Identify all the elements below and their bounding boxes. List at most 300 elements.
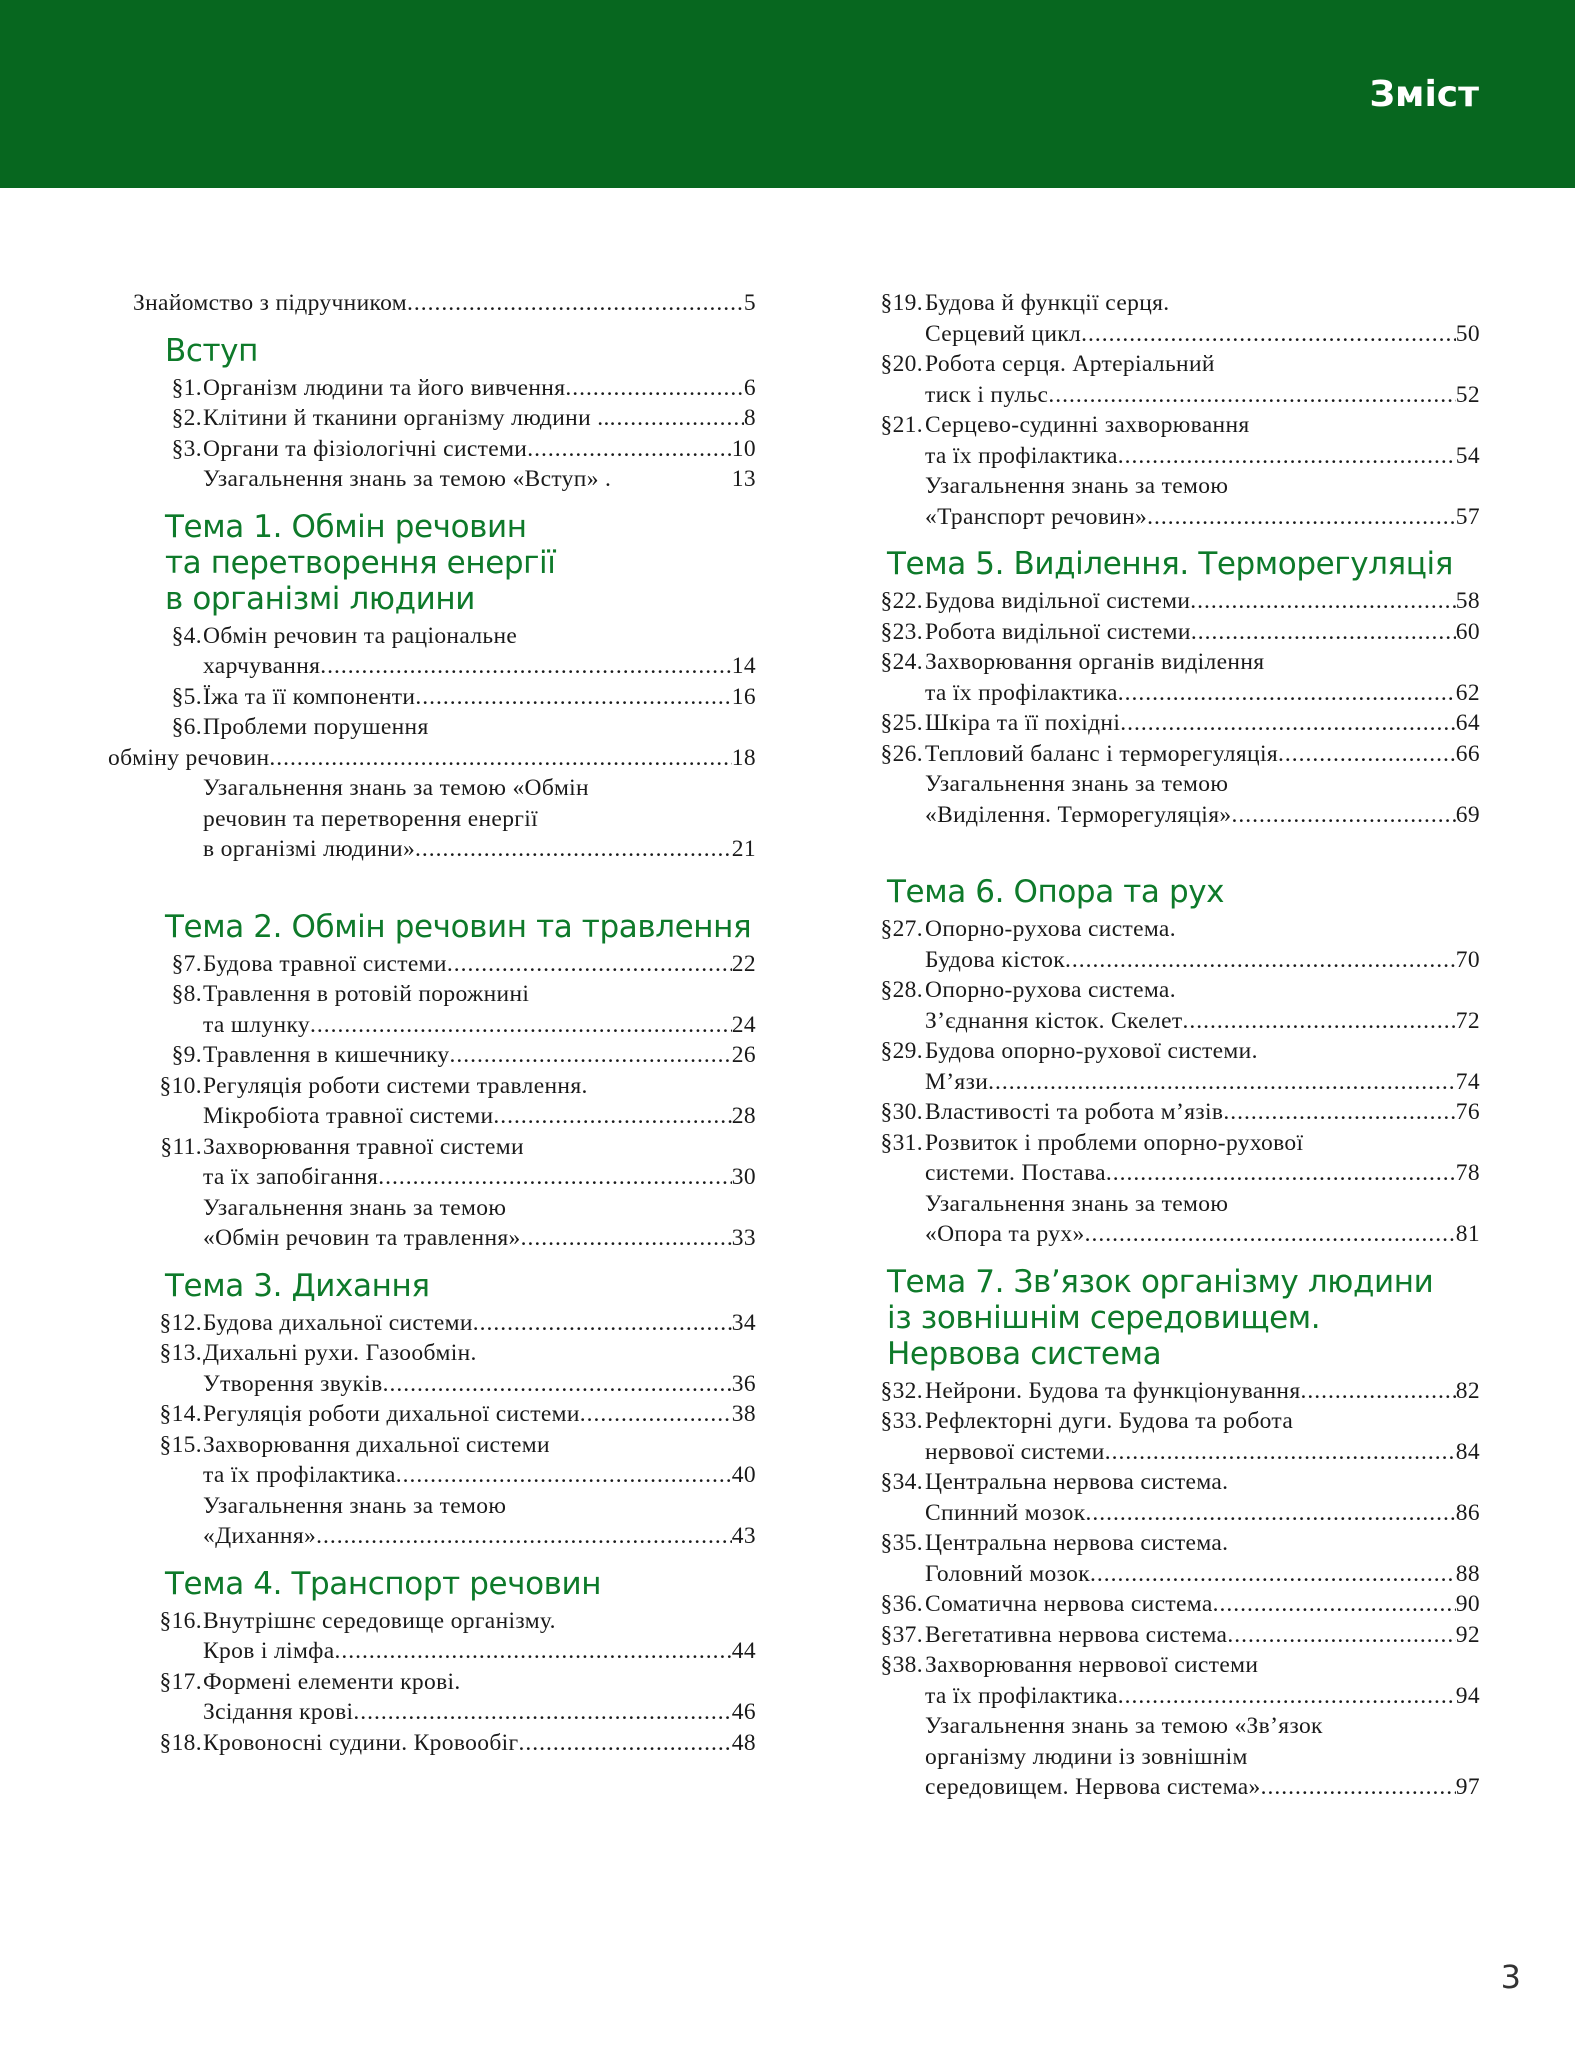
entry-title: «Дихання» [203, 1523, 317, 1549]
toc-entry [118, 434, 756, 465]
toc-line [845, 1772, 1480, 1803]
dot-leader [1223, 1097, 1455, 1128]
section-heading-line: Тема 7. Зв’язок організму людини [887, 1263, 1434, 1300]
section-number: §13. [159, 1340, 202, 1366]
toc-entry [118, 464, 756, 495]
dot-leader [320, 651, 732, 682]
page-ref: 66 [1455, 740, 1480, 767]
page-ref: 86 [1455, 1499, 1480, 1526]
dot-leader [1118, 678, 1456, 709]
entry-title: Робота серця. Артеріальний [925, 351, 1215, 377]
section-number: §17. [159, 1668, 202, 1695]
dot-leader [415, 834, 732, 865]
toc-line [845, 1189, 1480, 1220]
page-ref: 74 [1455, 1068, 1480, 1095]
toc-entry [118, 1430, 756, 1491]
section-number: §31. [880, 1129, 923, 1156]
toc-line [845, 586, 1480, 617]
section-number: §20. [880, 351, 923, 377]
toc-entry [108, 712, 756, 773]
toc-entry [845, 914, 1480, 975]
page-number: 3 [1500, 1958, 1521, 1996]
toc-entry [845, 1036, 1480, 1097]
section-number: §38. [880, 1652, 923, 1678]
toc-entry [845, 471, 1480, 532]
toc-line [845, 1620, 1480, 1651]
dot-leader [310, 1010, 732, 1041]
toc-line [845, 410, 1480, 441]
entry-title: Формені елементи крові. [203, 1668, 461, 1695]
entry-title: Шкіра та її похідні [925, 710, 1121, 736]
dot-leader [1086, 1498, 1456, 1529]
page-ref: 21 [731, 836, 756, 862]
entry-title: Кров і лімфа [203, 1638, 335, 1664]
section-heading-line: Тема 3. Дихання [165, 1267, 430, 1304]
page-ref: 78 [1455, 1160, 1480, 1186]
section-number: §5. [171, 683, 202, 710]
section-heading [118, 1566, 756, 1602]
page-ref: 38 [731, 1401, 756, 1427]
section-heading-line: Тема 1. Обмін речовин [165, 508, 527, 545]
section-number: §14. [159, 1401, 202, 1427]
toc-line [118, 979, 756, 1010]
dot-leader [1191, 617, 1456, 648]
entry-title: та їх профілактика [925, 679, 1118, 706]
toc-line [845, 1650, 1480, 1681]
section-number: §3. [171, 435, 202, 462]
toc-entry [118, 949, 756, 980]
toc-line [845, 647, 1480, 678]
toc-line [118, 651, 756, 682]
toc-line [845, 441, 1480, 472]
page-ref: 28 [731, 1103, 756, 1129]
entry-title: Утворення звуків [203, 1370, 383, 1397]
toc-line [118, 1491, 756, 1522]
section-number: §9. [171, 1042, 202, 1068]
toc-line [845, 975, 1480, 1006]
entry-title: Проблеми порушення [203, 714, 429, 740]
entry-title: в організмі людини» [203, 836, 416, 862]
toc-entry [118, 682, 756, 713]
toc-line [118, 1430, 756, 1461]
page-ref: 97 [1455, 1774, 1480, 1800]
toc-line [118, 682, 756, 713]
entry-title: Властивості та робота м’язів [925, 1099, 1224, 1125]
entry-title: Центральна нервова система. [925, 1530, 1229, 1556]
entry-title: Регуляція роботи системи травлення. [203, 1072, 588, 1099]
toc-entry [118, 1399, 756, 1430]
section-number: §35. [880, 1530, 923, 1556]
page-ref: 43 [731, 1523, 756, 1549]
section-number: §32. [880, 1377, 923, 1404]
page-ref: 72 [1455, 1007, 1480, 1034]
entry-title: Узагальнення знань за темою «Вступ» . [203, 466, 612, 492]
toc-entry [118, 1728, 756, 1759]
toc-line [845, 1376, 1480, 1407]
section-heading-line: в організмі людини [165, 580, 475, 617]
toc-line [118, 1636, 756, 1667]
page-ref: 76 [1455, 1099, 1480, 1125]
dot-leader [1118, 1681, 1456, 1712]
toc-entry [845, 617, 1480, 648]
section-number: §36. [880, 1591, 923, 1617]
toc-line [118, 1071, 756, 1102]
section-heading [845, 874, 1480, 910]
toc-entry [845, 1467, 1480, 1528]
dot-leader [378, 1162, 732, 1193]
toc-line [845, 1006, 1480, 1037]
toc-line [133, 288, 756, 319]
page-ref: 22 [731, 950, 756, 977]
toc-entry [118, 403, 756, 434]
page-ref: 90 [1455, 1591, 1480, 1617]
toc-line [118, 712, 756, 743]
page-ref: 13 [731, 466, 756, 492]
toc-line [845, 800, 1480, 831]
toc-entry [845, 769, 1480, 830]
toc-left-column [108, 288, 756, 1758]
toc-entry [845, 1650, 1480, 1711]
entry-title: Знайомство з підручником [133, 290, 407, 316]
page-ref: 60 [1455, 618, 1480, 645]
toc-line [845, 288, 1480, 319]
page-ref: 81 [1455, 1221, 1480, 1247]
entry-title: харчування [203, 653, 321, 679]
toc-line [118, 1697, 756, 1728]
entry-title: Будова опорно-рухової системи. [925, 1038, 1258, 1064]
entry-title: Будова кісток [925, 946, 1066, 973]
toc-line [118, 1667, 756, 1698]
page-ref: 54 [1455, 442, 1480, 469]
dot-leader [396, 1460, 732, 1491]
entry-title: нервової системи [925, 1438, 1105, 1465]
page-ref: 70 [1455, 946, 1480, 973]
entry-title: З’єднання кісток. Скелет [925, 1007, 1183, 1034]
entry-title: Серцево-судинні захворювання [925, 412, 1250, 438]
dot-leader [473, 1308, 732, 1339]
entry-title: Центральна нервова система. [925, 1469, 1229, 1495]
toc-entry [845, 1620, 1480, 1651]
toc-line [845, 1128, 1480, 1159]
toc-line [845, 1589, 1480, 1620]
toc-entry [845, 1589, 1480, 1620]
entry-title: Узагальнення знань за темою [925, 1190, 1229, 1217]
page-ref: 50 [1455, 320, 1480, 347]
toc-line [845, 1437, 1480, 1468]
toc-entry [845, 288, 1480, 349]
toc-line [118, 1193, 756, 1224]
page-ref: 44 [731, 1638, 756, 1664]
toc-right-column [845, 288, 1480, 1803]
toc-line [845, 617, 1480, 648]
page-ref: 82 [1455, 1377, 1480, 1404]
entry-title: Спинний мозок [925, 1499, 1086, 1526]
section-number: §26. [880, 740, 923, 767]
section-heading-line: Вступ [165, 332, 258, 369]
toc-line [118, 949, 756, 980]
section-heading-line: Тема 5. Виділення. Терморегуляція [887, 546, 1453, 582]
dot-leader [415, 682, 731, 713]
toc-entry [845, 739, 1480, 770]
toc-entry [845, 586, 1480, 617]
entry-title: та їх профілактика [925, 442, 1118, 469]
dot-leader [988, 1067, 1456, 1098]
toc-entry [845, 1376, 1480, 1407]
toc-line [118, 403, 756, 434]
dot-leader [1301, 1376, 1456, 1407]
dot-leader [519, 1728, 732, 1759]
toc-entry [845, 1128, 1480, 1189]
dot-leader [1081, 319, 1456, 350]
page-ref: 69 [1455, 801, 1480, 828]
toc-line [845, 1711, 1480, 1742]
toc-line [845, 769, 1480, 800]
dot-leader [580, 1399, 732, 1430]
section-heading [118, 1268, 756, 1304]
entry-title: Внутрішнє середовище організму. [203, 1607, 556, 1634]
dot-leader [1105, 1437, 1456, 1468]
toc-entry [845, 410, 1480, 471]
toc-entry [118, 1667, 756, 1728]
toc-entry [118, 1132, 756, 1193]
toc-entry [118, 773, 756, 865]
toc-entry [845, 708, 1480, 739]
entry-title: Організм людини та його вивчення [203, 374, 566, 401]
page-ref: 84 [1455, 1438, 1480, 1465]
section-number: §11. [160, 1133, 202, 1160]
toc-line [118, 1606, 756, 1637]
entry-title: Опорно-рухова система. [925, 977, 1176, 1003]
entry-title: Узагальнення знань за темою [203, 1492, 507, 1519]
toc-line [845, 471, 1480, 502]
toc-line [845, 380, 1480, 411]
toc-entry [845, 1528, 1480, 1589]
entry-title: та їх запобігання [203, 1164, 379, 1190]
page-ref: 30 [731, 1164, 756, 1190]
entry-title: Травлення в ротовій порожнині [203, 981, 530, 1007]
entry-title: Регуляція роботи дихальної системи [203, 1401, 580, 1427]
dot-leader [383, 1369, 732, 1400]
entry-title: Рефлекторні дуги. Будова та робота [925, 1408, 1294, 1434]
toc-line [845, 349, 1480, 380]
dot-leader [1231, 800, 1455, 831]
dot-leader [316, 1521, 732, 1552]
entry-title: Узагальнення знань за темою «Обмін [203, 775, 589, 801]
dot-leader [1090, 1559, 1456, 1590]
dot-leader [493, 1101, 731, 1132]
section-heading [118, 333, 756, 369]
entry-title: Опорно-рухова система. [925, 916, 1176, 942]
entry-title: речовин та перетворення енергії [203, 805, 539, 832]
entry-title: Розвиток і проблеми опорно-рухової [925, 1129, 1304, 1156]
section-number: §1. [171, 374, 202, 401]
entry-title: середовищем. Нервова система» [925, 1774, 1261, 1800]
entry-title: Узагальнення знань за темою [925, 771, 1229, 797]
section-number: §10. [159, 1072, 202, 1099]
entry-title: Узагальнення знань за темою [203, 1194, 507, 1221]
toc-entry [845, 1406, 1480, 1467]
entry-title: Будова дихальної системи [203, 1309, 473, 1336]
header-bar [0, 0, 1575, 188]
dot-leader [1118, 441, 1456, 472]
entry-title: Робота видільної системи [925, 618, 1191, 645]
entry-title: Зсідання крові [203, 1699, 354, 1725]
toc-line [845, 1406, 1480, 1437]
entry-title: Захворювання травної системи [203, 1133, 524, 1160]
entry-title: Кровоносні судини. Кровообіг [203, 1729, 519, 1756]
toc-line [118, 834, 756, 865]
page-ref: 33 [731, 1225, 756, 1251]
page-ref: 62 [1455, 679, 1480, 706]
dot-leader [1190, 586, 1456, 617]
dot-leader [1261, 1772, 1456, 1803]
entry-title: Будова й функції серця. [925, 290, 1170, 316]
section-number: §24. [880, 649, 923, 675]
toc-entry [118, 373, 756, 404]
entry-title: Органи та фізіологічні системи [203, 435, 528, 462]
dot-leader [353, 1697, 731, 1728]
section-number: §27. [880, 916, 923, 942]
toc-entry [118, 1338, 756, 1399]
toc-line [118, 773, 756, 804]
section-number: §7. [171, 950, 202, 977]
dot-leader [1048, 380, 1455, 411]
section-number: §22. [880, 588, 923, 614]
entry-title: Мікробіота травної системи [203, 1103, 494, 1129]
section-number: §21. [880, 412, 923, 438]
page-ref: 14 [731, 653, 756, 679]
toc-line [118, 621, 756, 652]
page-ref: 40 [731, 1462, 756, 1488]
dot-leader [1278, 739, 1456, 770]
section-heading-line: Тема 2. Обмін речовин та травлення [165, 908, 752, 945]
page-ref: 58 [1455, 588, 1480, 614]
toc-line [845, 914, 1480, 945]
section-heading [118, 909, 756, 945]
entry-title: та їх профілактика [203, 1462, 396, 1488]
entry-title: та їх профілактика [925, 1682, 1118, 1709]
page-ref: 24 [731, 1011, 756, 1038]
section-spacer [845, 830, 1480, 860]
dot-leader [1065, 945, 1456, 976]
page-ref: 34 [731, 1309, 756, 1336]
toc-entry [845, 349, 1480, 410]
dot-leader [610, 403, 744, 434]
page-ref: 16 [731, 683, 756, 710]
section-number: §12. [159, 1309, 202, 1336]
toc-line [845, 1219, 1480, 1250]
entry-title: Соматична нервова система [925, 1591, 1213, 1617]
dot-leader [335, 1636, 732, 1667]
entry-title: Головний мозок [925, 1560, 1090, 1587]
dot-leader [1106, 1158, 1456, 1189]
entry-title: Будова видільної системи [925, 588, 1191, 614]
toc-line [845, 1067, 1480, 1098]
dot-leader [527, 434, 732, 465]
entry-title: «Опора та рух» [925, 1221, 1085, 1247]
toc-line [118, 373, 756, 404]
toc-line [118, 1010, 756, 1041]
toc-line [118, 1728, 756, 1759]
section-number: §34. [880, 1469, 923, 1495]
entry-title: та шлунку [203, 1011, 310, 1038]
toc-line [118, 434, 756, 465]
toc-line [845, 708, 1480, 739]
section-number: §4. [171, 622, 202, 649]
toc-line [118, 1399, 756, 1430]
toc-line [118, 464, 756, 495]
toc-entry [845, 975, 1480, 1036]
toc-entry [118, 1491, 756, 1552]
dot-leader [1120, 708, 1456, 739]
page-ref: 48 [731, 1729, 756, 1756]
dot-leader [1147, 502, 1456, 533]
entry-title: Узагальнення знань за темою «Зв’язок [925, 1713, 1323, 1739]
section-number: §8. [171, 981, 202, 1007]
entry-title: Будова травної системи [203, 950, 447, 977]
toc-entry [845, 1711, 1480, 1803]
toc-line [118, 1369, 756, 1400]
section-heading [845, 546, 1480, 582]
entry-title: Узагальнення знань за темою [925, 473, 1229, 499]
toc-entry [118, 1071, 756, 1132]
entry-title: Обмін речовин та раціональне [203, 622, 518, 649]
entry-title: «Транспорт речовин» [925, 503, 1148, 530]
entry-title: Захворювання нервової системи [925, 1652, 1259, 1678]
page-title: Зміст [1369, 74, 1479, 115]
entry-title: обміну речовин [108, 744, 270, 771]
entry-title: Нейрони. Будова та функціонування [925, 1377, 1301, 1404]
page-ref: 64 [1455, 710, 1480, 736]
dot-leader [1213, 1589, 1456, 1620]
entry-title: системи. Постава [925, 1160, 1106, 1186]
entry-title: Захворювання дихальної системи [203, 1431, 550, 1458]
dot-leader [1183, 1006, 1456, 1037]
section-number: §29. [880, 1038, 923, 1064]
dot-leader [521, 1223, 732, 1254]
toc-entry [118, 979, 756, 1040]
toc-line [845, 1467, 1480, 1498]
entry-title: Серцевий цикл [925, 320, 1082, 347]
section-number: §33. [880, 1408, 923, 1434]
toc-entry [118, 1308, 756, 1339]
toc-line [845, 1559, 1480, 1590]
dot-leader [1085, 1219, 1456, 1250]
page-ref: 5 [743, 290, 756, 316]
section-heading-line: із зовнішнім середовищем. [887, 1299, 1321, 1336]
toc-line [118, 1162, 756, 1193]
dot-leader [269, 743, 731, 774]
page-ref: 6 [743, 374, 756, 401]
dot-leader [1227, 1620, 1455, 1651]
toc-line [845, 1158, 1480, 1189]
section-number: §28. [880, 977, 923, 1003]
toc-line [845, 678, 1480, 709]
toc-line [845, 1498, 1480, 1529]
page-ref: 26 [731, 1042, 756, 1068]
toc-line [118, 1521, 756, 1552]
toc-line [118, 1101, 756, 1132]
page-ref: 88 [1455, 1560, 1480, 1587]
toc-entry [845, 1189, 1480, 1250]
toc-entry [118, 1193, 756, 1254]
entry-title: Захворювання органів виділення [925, 649, 1265, 675]
entry-title: Клітини й тканини організму людини .. [203, 405, 610, 431]
toc-line [118, 1132, 756, 1163]
toc-line [845, 1681, 1480, 1712]
section-number: §23. [880, 618, 923, 645]
entry-title: Дихальні рухи. Газообмін. [203, 1340, 477, 1366]
